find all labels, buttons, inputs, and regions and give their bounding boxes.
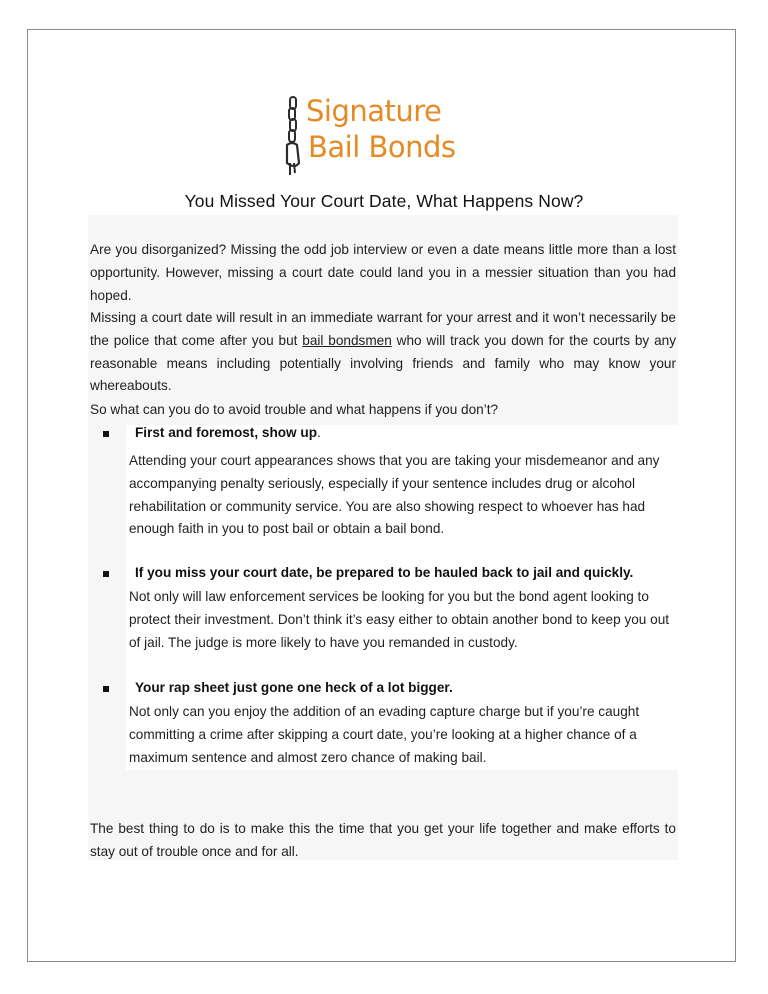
bullet-3-body: Not only can you enjoy the addition of an evading capture charge but if you’re caught committing a crime after skipping a court date, you’re looking at a higher chance of a maximum sentence and almost zero chance of making bail. [129, 704, 640, 765]
bullet-1-heading [135, 422, 321, 445]
page-title: You Missed Your Court Date, What Happens Now? [184, 191, 584, 211]
closing-paragraph: The best thing to do is to make this the time that you get your life together and make efforts to stay out of trouble once and for all. [90, 821, 676, 859]
intro-paragraph-2 [90, 307, 676, 398]
signature-bail-bonds-logo [281, 93, 471, 183]
bullet-marker-3 [103, 686, 109, 692]
bullet-marker-2 [103, 571, 109, 577]
content-shade-left [88, 425, 126, 810]
intro-paragraph-3-text: So what can you do to avoid trouble and what happens if you don’t? [90, 402, 499, 417]
bullet-marker-1 [103, 431, 109, 437]
bullet-1-heading-text: First and foremost, show up [135, 425, 318, 440]
intro-paragraph-3 [90, 399, 676, 422]
bullet-2-heading: If you miss your court date, be prepared to be hauled back to jail and quickly. [135, 565, 634, 580]
bullet-1-body: Attending your court appearances shows that you are taking your misdemeanor and any accompanying penalty seriously, especially if your sentence includes drug or alcohol rehabilitation or community service. You are also showing respect to whoever has had enough faith in you to post bail or obtain a bail bond. [129, 453, 660, 537]
logo-line-2: Bail Bonds [308, 130, 456, 164]
bullet-1-heading-suffix: . [317, 425, 321, 440]
intro-paragraph-1 [90, 239, 676, 307]
bullet-2-body: Not only will law enforcement services be looking for you but the bond agent looking to protect their investment. Don’t think it’s easy either to obtain another bond to keep you out of jail. The judge is more likely to have you remanded in custody. [129, 589, 670, 650]
intro-paragraph-2-text-before: Missing a court date will result in an immediate warrant for your arrest and it won’t necessarily be the police that come after you but [90, 310, 676, 348]
handcuffs-icon [281, 93, 303, 183]
bail-bondsmen-link[interactable]: bail bondsmen [302, 332, 392, 348]
intro-paragraph-2-text-after: who will track you down for the courts by any reasonable means including potentially involving friends and family who may know your whereabouts. [90, 332, 676, 394]
bullet-3-heading: Your rap sheet just gone one heck of a lot bigger. [135, 680, 453, 695]
intro-paragraph-1-text: Are you disorganized? Missing the odd job interview or even a date means little more than a lost opportunity. However, missing a court date could land you in a messier situation than you had hoped. [90, 242, 676, 303]
logo-line-1: Signature [306, 94, 442, 128]
